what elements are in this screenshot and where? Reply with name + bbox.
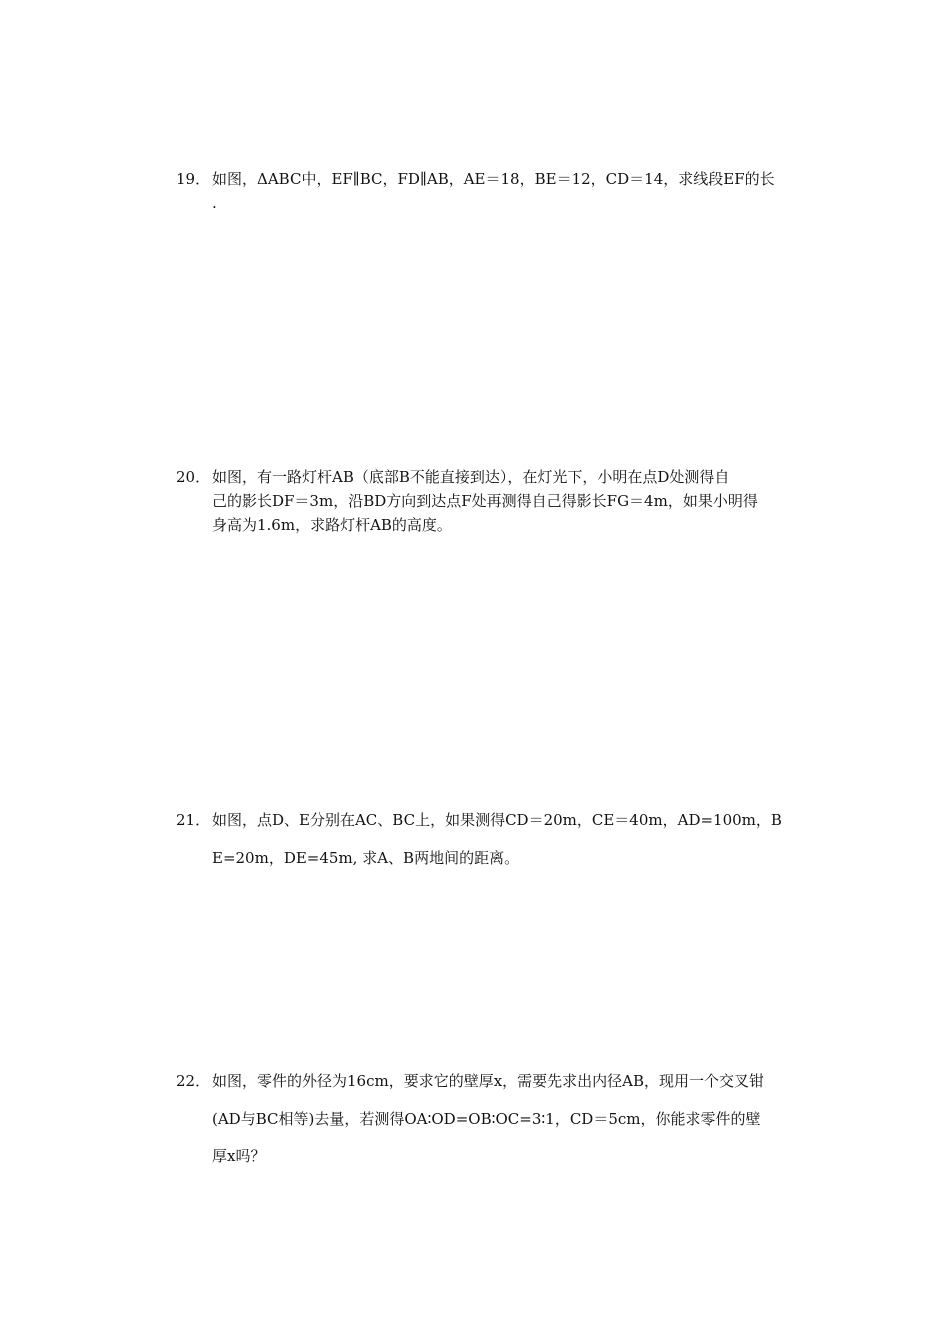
problem-text: 如图，零件的外径为16cm，要求它的壁厚x，需要先求出内径AB，现用一个交叉钳	[212, 1072, 765, 1090]
problem-text: (AD与BC相等)去量，若测得OA∶OD=OB∶OC=3∶1，CD＝5cm，你能求零件的壁	[212, 1110, 761, 1128]
problem-text: .	[212, 194, 217, 212]
problem-text: 身高为1.6m，求路灯杆AB的高度。	[212, 516, 452, 534]
problem-20-line-1	[176, 466, 729, 487]
problem-number: 19．	[176, 170, 211, 188]
problem-text: 如图，有一路灯杆AB（底部B不能直接到达），在灯光下，小明在点D处测得自	[212, 468, 730, 486]
problem-21-line-2	[176, 847, 519, 868]
problem-21-line-1	[176, 809, 782, 830]
problem-number: 21．	[176, 811, 211, 829]
problem-20-line-2	[176, 490, 758, 511]
problem-19-line-2	[176, 194, 217, 212]
problem-text: 己的影长DF＝3m，沿BD方向到达点F处再测得自己得影长FG＝4m，如果小明得	[212, 492, 758, 510]
problem-text: E=20m，DE=45m, 求A、B两地间的距离。	[212, 849, 520, 867]
problem-22-line-3	[176, 1145, 265, 1166]
problem-number: 22．	[176, 1072, 211, 1090]
problem-22-line-1	[176, 1070, 764, 1091]
problem-number: 20．	[176, 468, 211, 486]
problem-text: 如图，ΔABC中，EF∥BC，FD∥AB，AE＝18，BE＝12，CD＝14，求线段EF的长	[212, 170, 775, 188]
problem-text: 如图，点D、E分别在AC、BC上，如果测得CD＝20m，CE＝40m，AD=100m，B	[212, 811, 782, 829]
problem-text: 厚x吗？	[212, 1147, 266, 1165]
problem-19-line-1	[176, 168, 775, 189]
problem-22-line-2	[176, 1108, 761, 1129]
problem-20-line-3	[176, 514, 452, 535]
